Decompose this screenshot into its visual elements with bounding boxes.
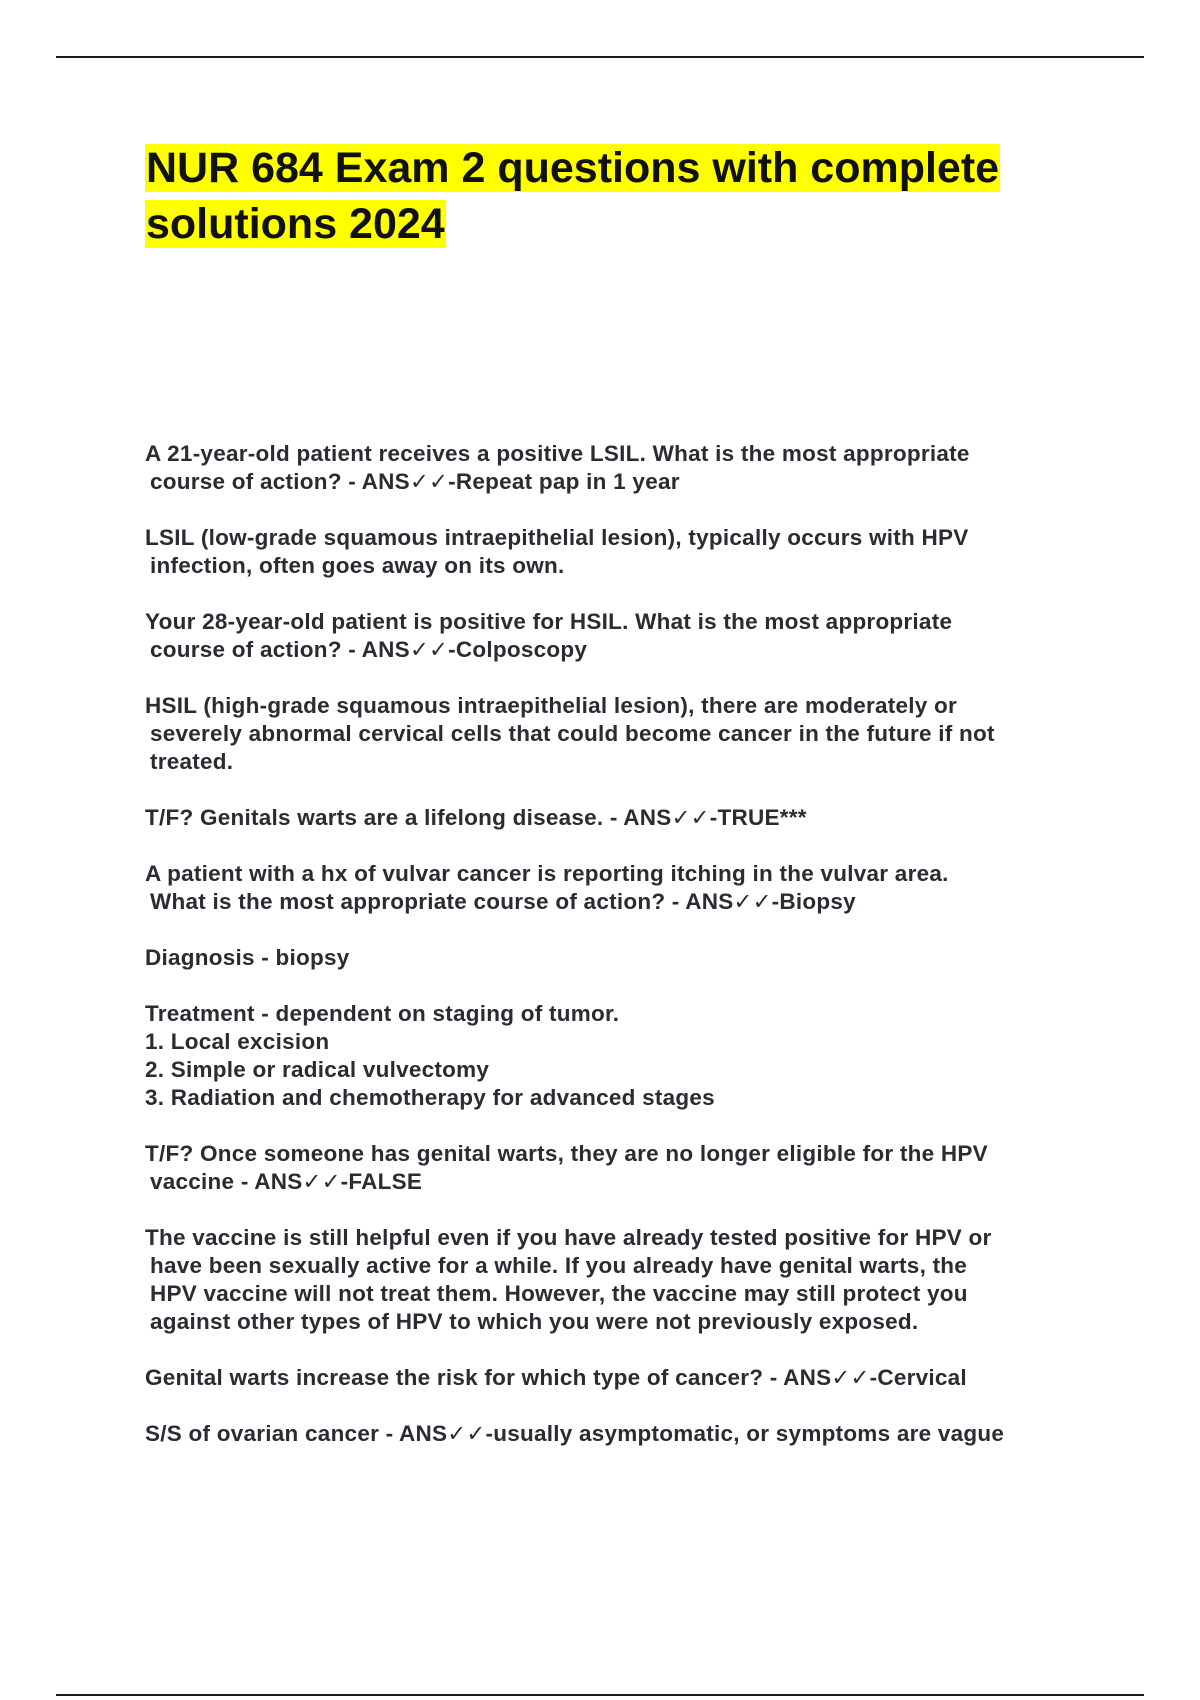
paragraph-line: T/F? Genitals warts are a lifelong disease. - ANS✓✓-TRUE*** <box>145 805 807 830</box>
paragraph-line: The vaccine is still helpful even if you have already tested positive for HPV or <box>145 1225 992 1250</box>
paragraph-line: A 21-year-old patient receives a positive LSIL. What is the most appropriate <box>145 441 970 466</box>
paragraph-line: Diagnosis - biopsy <box>145 945 350 970</box>
qa-paragraph <box>145 804 1075 832</box>
paragraph-line: course of action? - ANS✓✓-Colposcopy <box>150 637 588 662</box>
paragraph-line: What is the most appropriate course of action? - ANS✓✓-Biopsy <box>150 889 856 914</box>
paragraph-line: 3. Radiation and chemotherapy for advanced stages <box>145 1085 715 1110</box>
paragraph-line: have been sexually active for a while. If you already have genital warts, the <box>150 1253 968 1278</box>
paragraph-line: 1. Local excision <box>145 1029 330 1054</box>
qa-paragraph <box>145 1000 1075 1112</box>
document-title <box>145 140 1105 252</box>
paragraph-line: Treatment - dependent on staging of tumor. <box>145 1001 620 1026</box>
qa-paragraph <box>145 440 1075 496</box>
top-rule <box>56 56 1144 58</box>
paragraph-line: against other types of HPV to which you were not previously exposed. <box>150 1309 919 1334</box>
paragraph-line: treated. <box>150 749 234 774</box>
bottom-rule <box>56 1694 1144 1696</box>
qa-paragraph <box>145 692 1075 776</box>
paragraph-line: course of action? - ANS✓✓-Repeat pap in 1 year <box>150 469 680 494</box>
paragraph-line: A patient with a hx of vulvar cancer is reporting itching in the vulvar area. <box>145 861 949 886</box>
qa-paragraph <box>145 1224 1075 1336</box>
qa-paragraph <box>145 524 1075 580</box>
qa-paragraph <box>145 1420 1075 1448</box>
paragraph-line: Genital warts increase the risk for which type of cancer? - ANS✓✓-Cervical <box>145 1365 967 1390</box>
paragraph-line: HPV vaccine will not treat them. However, the vaccine may still protect you <box>150 1281 968 1306</box>
paragraph-line: infection, often goes away on its own. <box>150 553 565 578</box>
paragraph-line: T/F? Once someone has genital warts, they are no longer eligible for the HPV <box>145 1141 988 1166</box>
qa-paragraph <box>145 860 1075 916</box>
qa-paragraph <box>145 944 1075 972</box>
paragraph-line: 2. Simple or radical vulvectomy <box>145 1057 490 1082</box>
paragraph-line: HSIL (high-grade squamous intraepithelial lesion), there are moderately or <box>145 693 958 718</box>
document-body <box>145 440 1075 1476</box>
qa-paragraph <box>145 1364 1075 1392</box>
paragraph-line: Your 28-year-old patient is positive for HSIL. What is the most appropriate <box>145 609 953 634</box>
paragraph-line: severely abnormal cervical cells that could become cancer in the future if not <box>150 721 995 746</box>
paragraph-line: LSIL (low-grade squamous intraepithelial lesion), typically occurs with HPV <box>145 525 969 550</box>
paragraph-line: S/S of ovarian cancer - ANS✓✓-usually asymptomatic, or symptoms are vague <box>145 1421 1005 1446</box>
title-highlight: NUR 684 Exam 2 questions with complete solutions 2024 <box>146 144 1000 248</box>
paragraph-line: vaccine - ANS✓✓-FALSE <box>150 1169 423 1194</box>
qa-paragraph <box>145 608 1075 664</box>
qa-paragraph <box>145 1140 1075 1196</box>
